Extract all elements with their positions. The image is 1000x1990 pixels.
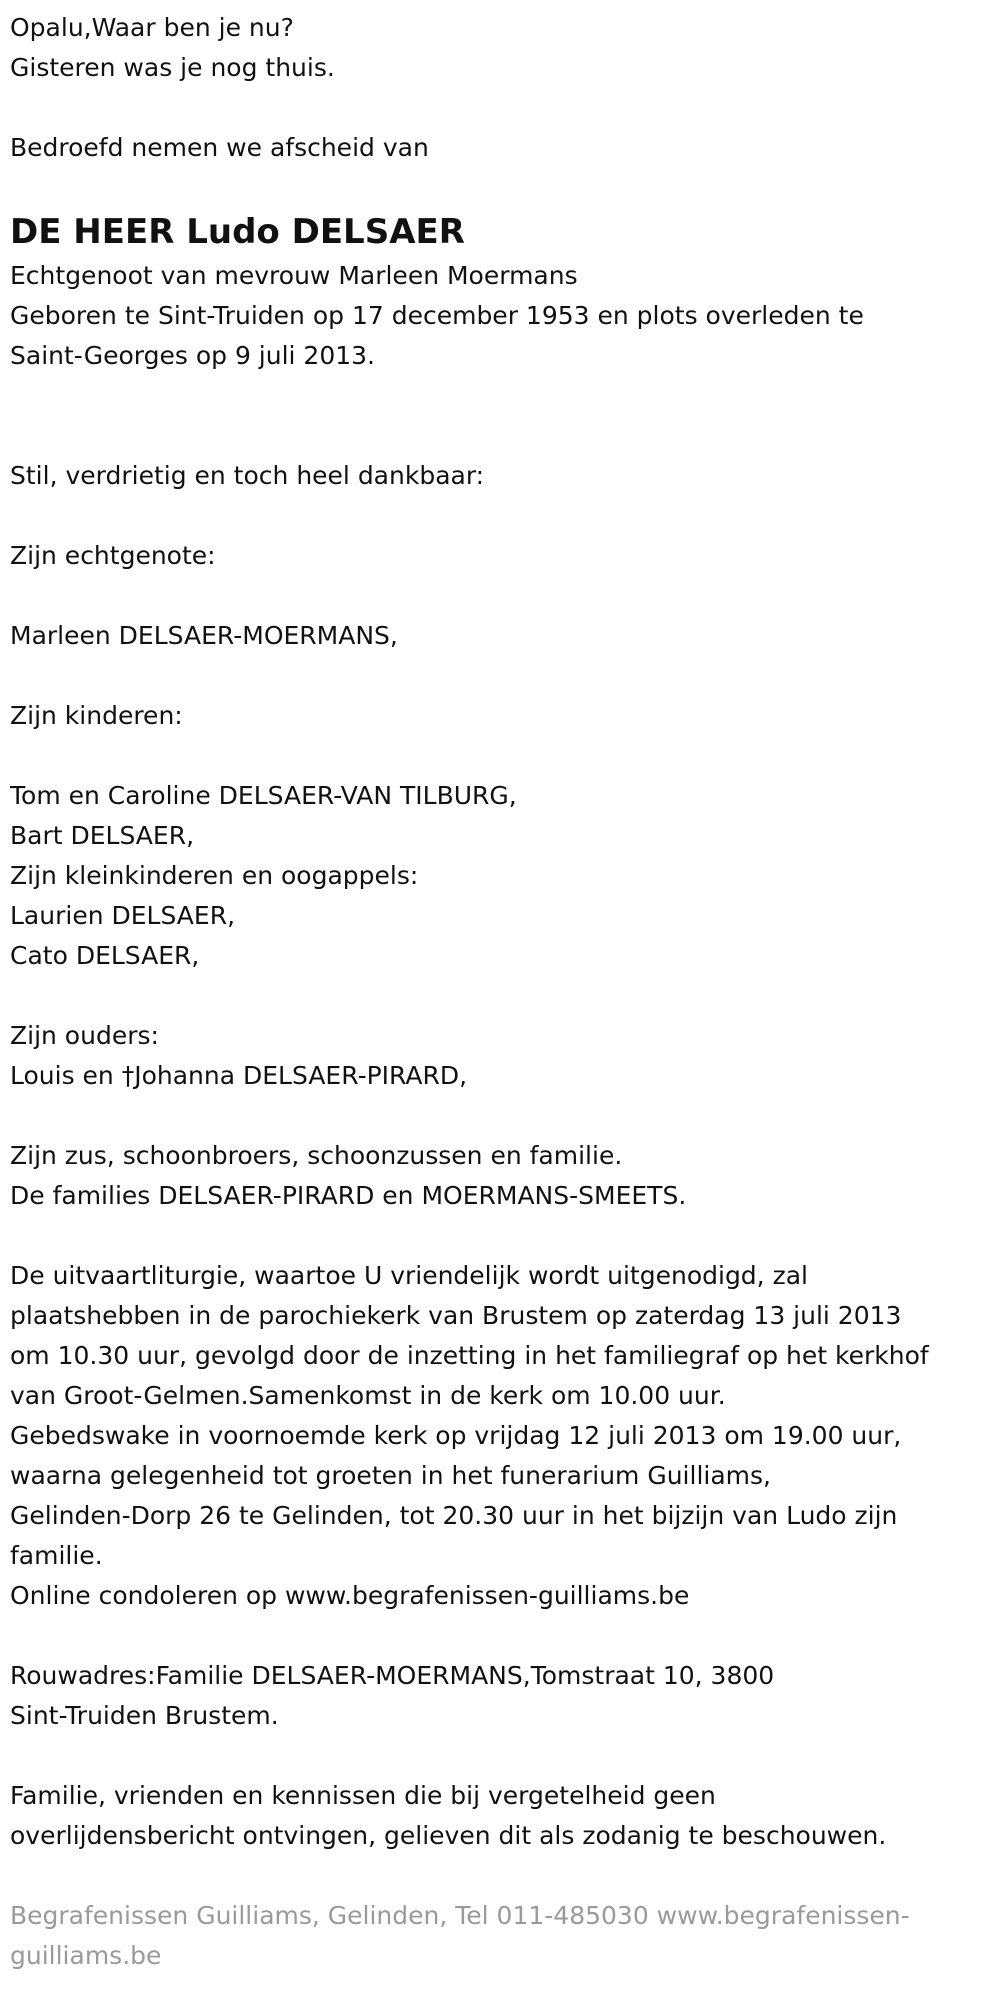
intro-text: Bedroefd nemen we afscheid van bbox=[10, 133, 429, 162]
grandchildren-list bbox=[10, 896, 985, 976]
funeral-line: om 10.30 uur, gevolgd door de inzetting in het familiegraf op het kerkhof bbox=[10, 1341, 929, 1370]
notice-line: overlijdensbericht ontvingen, gelieven dit als zodanig te beschouwen. bbox=[10, 1821, 887, 1850]
detail-line: Saint-Georges op 9 juli 2013. bbox=[10, 341, 375, 370]
parents-names: Louis en †Johanna DELSAER-PIRARD, bbox=[10, 1061, 468, 1090]
footer-line: Begrafenissen Guilliams, Gelinden, Tel 011-485030 www.begrafenissen- bbox=[10, 1901, 910, 1930]
address-line: Rouwadres:Familie DELSAER-MOERMANS,Tomstraat 10, 3800 bbox=[10, 1661, 775, 1690]
obituary-document bbox=[10, 8, 985, 1976]
mourning-address bbox=[10, 1656, 985, 1736]
parents-heading: Zijn ouders: bbox=[10, 1021, 159, 1050]
family-line: De families DELSAER-PIRARD en MOERMANS-SMEETS. bbox=[10, 1181, 687, 1210]
condolence-line: Online condoleren op www.begrafenissen-guilliams.be bbox=[10, 1581, 690, 1610]
notice bbox=[10, 1776, 985, 1856]
funeral-line: Gelinden-Dorp 26 te Gelinden, tot 20.30 uur in het bijzijn van Ludo zijn bbox=[10, 1501, 898, 1530]
footer-line: guilliams.be bbox=[10, 1941, 162, 1970]
mourning-intro: Stil, verdrietig en toch heel dankbaar: bbox=[10, 461, 485, 490]
grandchild-entry: Cato DELSAER, bbox=[10, 941, 200, 970]
undertaker-footer bbox=[10, 1896, 985, 1976]
family-line: Zijn zus, schoonbroers, schoonzussen en familie. bbox=[10, 1141, 623, 1170]
child-entry: Bart DELSAER, bbox=[10, 821, 195, 850]
spouse-heading: Zijn echtgenote: bbox=[10, 541, 216, 570]
funeral-line: Gebedswake in voornoemde kerk op vrijdag 12 juli 2013 om 19.00 uur, bbox=[10, 1421, 902, 1450]
child-entry: Tom en Caroline DELSAER-VAN TILBURG, bbox=[10, 781, 517, 810]
detail-line: Geboren te Sint-Truiden op 17 december 1953 en plots overleden te bbox=[10, 301, 864, 330]
poem bbox=[10, 8, 985, 88]
funeral-line: van Groot-Gelmen.Samenkomst in de kerk om 10.00 uur. bbox=[10, 1381, 726, 1410]
deceased-name: DE HEER Ludo DELSAER bbox=[10, 212, 465, 252]
funeral-line: waarna gelegenheid tot groeten in het funerarium Guilliams, bbox=[10, 1461, 771, 1490]
spouse-name: Marleen DELSAER-MOERMANS, bbox=[10, 621, 398, 650]
funeral-line: De uitvaartliturgie, waartoe U vriendelijk wordt uitgenodigd, zal bbox=[10, 1261, 808, 1290]
deceased-details bbox=[10, 256, 985, 376]
grandchildren-heading: Zijn kleinkinderen en oogappels: bbox=[10, 861, 419, 890]
funeral-info bbox=[10, 1256, 985, 1616]
children-list bbox=[10, 776, 985, 856]
grandchild-entry: Laurien DELSAER, bbox=[10, 901, 236, 930]
detail-line: Echtgenoot van mevrouw Marleen Moermans bbox=[10, 261, 578, 290]
children-heading: Zijn kinderen: bbox=[10, 701, 183, 730]
address-line: Sint-Truiden Brustem. bbox=[10, 1701, 279, 1730]
poem-line: Gisteren was je nog thuis. bbox=[10, 53, 335, 82]
extended-family bbox=[10, 1136, 985, 1216]
poem-line: Opalu,Waar ben je nu? bbox=[10, 13, 294, 42]
funeral-line: plaatshebben in de parochiekerk van Brustem op zaterdag 13 juli 2013 bbox=[10, 1301, 902, 1330]
funeral-line: familie. bbox=[10, 1541, 103, 1570]
notice-line: Familie, vrienden en kennissen die bij vergetelheid geen bbox=[10, 1781, 716, 1810]
